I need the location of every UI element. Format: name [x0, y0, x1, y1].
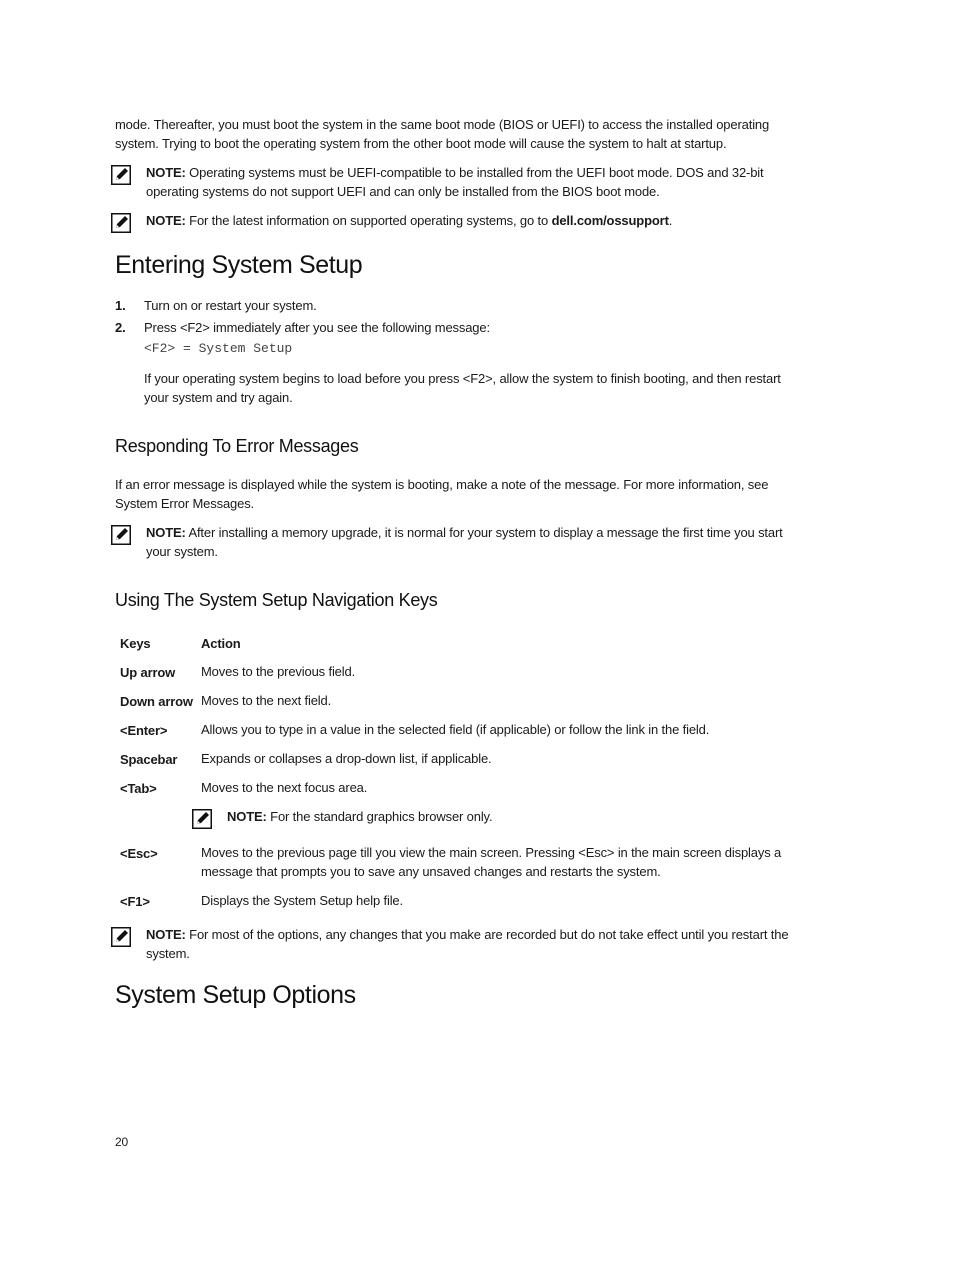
heading-system-setup-options: System Setup Options	[115, 981, 356, 1009]
table-action: Moves to the next field.	[201, 693, 332, 708]
table-action: Expands or collapses a drop-down list, if applicable.	[201, 751, 492, 766]
step-number: 1.	[115, 298, 126, 313]
note-text: After installing a memory upgrade, it is normal for your system to display a message the first time you start your system.	[146, 525, 783, 559]
table-header-keys: Keys	[120, 636, 151, 651]
note-tab-key	[227, 807, 492, 826]
note-options-restart	[146, 925, 811, 963]
note-ossupport	[146, 211, 806, 230]
table-action: Displays the System Setup help file.	[201, 893, 403, 908]
intro-paragraph: mode. Thereafter, you must boot the system in the same boot mode (BIOS or UEFI) to access the installed operating system. Trying to boot the operating system from the other boot mode will cause the system to halt at startup.	[115, 117, 770, 151]
table-action: Allows you to type in a value in the selected field (if applicable) or follow the link in the field.	[201, 722, 710, 737]
table-key: Down arrow	[120, 694, 193, 709]
note-pencil-icon	[111, 165, 131, 185]
table-key: <F1>	[120, 894, 150, 909]
table-key: <Esc>	[120, 846, 158, 861]
note-label: NOTE:	[146, 165, 186, 180]
note-text: Operating systems must be UEFI-compatible to be installed from the UEFI boot mode. DOS and 32-bit operating systems do not support UEFI and can only be installed from the BIOS boot mode.	[146, 165, 764, 199]
step-followup: If your operating system begins to load before you press <F2>, allow the system to finish booting, and then restart your system and try again.	[144, 371, 781, 405]
note-text: For the latest information on supported operating systems, go to	[185, 213, 552, 228]
note-text-end: .	[668, 213, 673, 228]
note-pencil-icon	[111, 213, 131, 233]
note-label: NOTE:	[146, 213, 186, 228]
heading-responding-to-error-messages: Responding To Error Messages	[115, 436, 359, 456]
note-pencil-icon	[111, 525, 131, 545]
ossupport-link[interactable]: dell.com/ossupport	[551, 213, 669, 228]
note-pencil-icon	[192, 809, 212, 829]
note-text: For most of the options, any changes that you make are recorded but do not take effect until you restart the system.	[146, 927, 789, 961]
page-number: 20	[115, 1135, 129, 1149]
note-label: NOTE:	[227, 809, 267, 824]
table-action: Moves to the previous field.	[201, 664, 356, 679]
table-header-action: Action	[201, 636, 241, 651]
table-key: <Enter>	[120, 723, 168, 738]
note-text: For the standard graphics browser only.	[266, 809, 493, 824]
table-action: Moves to the next focus area.	[201, 780, 368, 795]
error-messages-paragraph: If an error message is displayed while the system is booting, make a note of the message. For more information, see System Error Messages.	[115, 477, 769, 511]
table-key: Spacebar	[120, 752, 178, 767]
heading-entering-system-setup: Entering System Setup	[115, 251, 363, 279]
note-memory-upgrade	[146, 523, 806, 561]
note-label: NOTE:	[146, 525, 186, 540]
note-label: NOTE:	[146, 927, 186, 942]
code-message: <F2> = System Setup	[144, 341, 293, 356]
step-number: 2.	[115, 320, 126, 335]
table-key: Up arrow	[120, 665, 176, 680]
heading-navigation-keys: Using The System Setup Navigation Keys	[115, 590, 438, 610]
note-uefi	[146, 163, 806, 201]
table-key: <Tab>	[120, 781, 157, 796]
step-text: Turn on or restart your system.	[144, 298, 317, 313]
note-pencil-icon	[111, 927, 131, 947]
table-action: Moves to the previous page till you view the main screen. Pressing <Esc> in the main screen displays a message that prompts you to save any unsaved changes and restarts the system.	[201, 845, 782, 879]
step-text: Press <F2> immediately after you see the following message:	[144, 320, 490, 335]
